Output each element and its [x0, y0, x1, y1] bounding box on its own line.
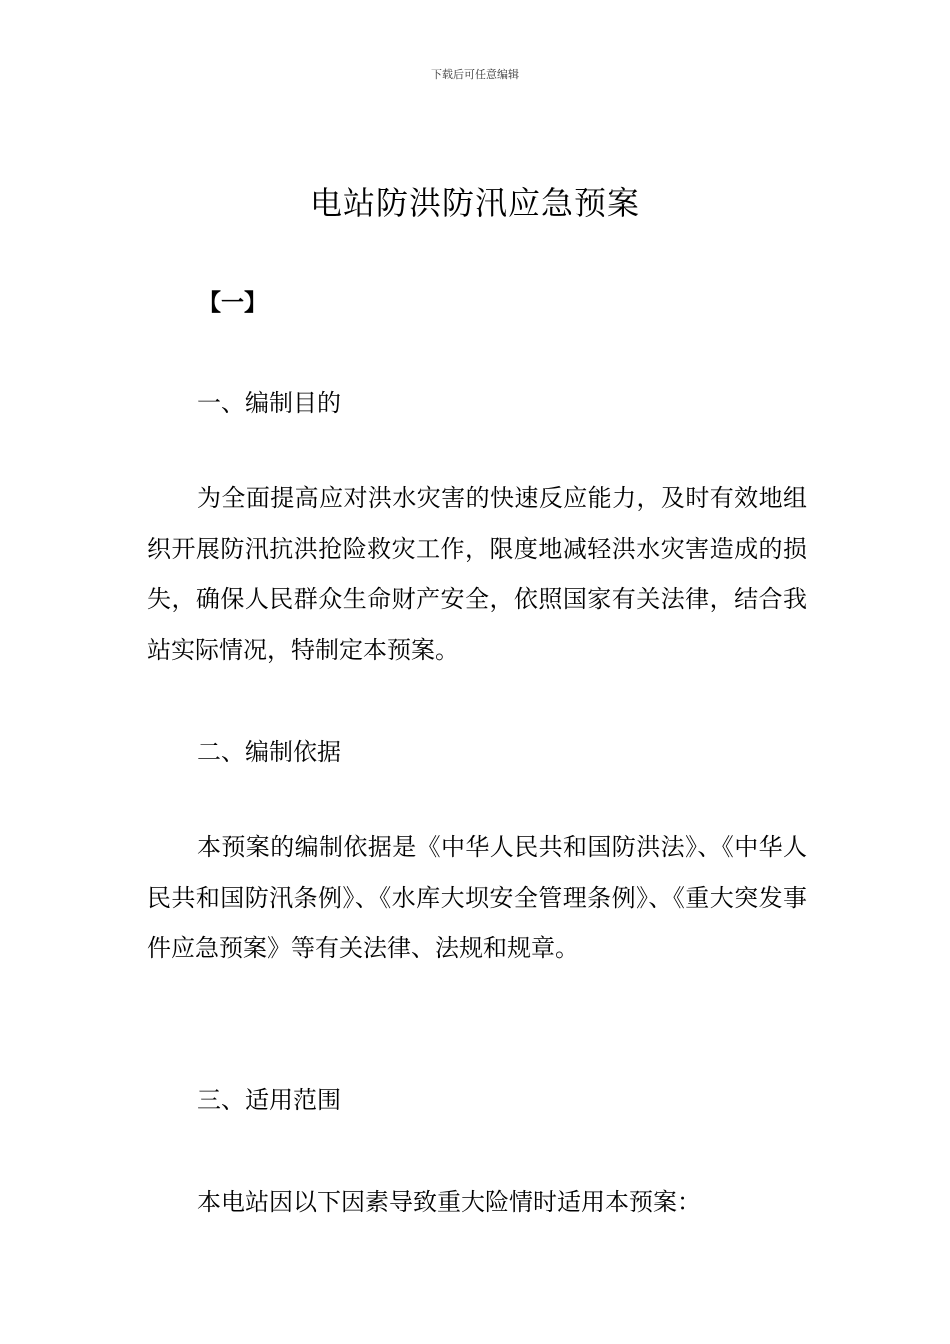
- section-paragraph-scope: 本电站因以下因素导致重大险情时适用本预案：: [197, 1188, 701, 1216]
- section-heading-basis: 二、编制依据: [197, 738, 341, 766]
- header-note: 下载后可任意编辑: [431, 68, 519, 81]
- section-heading-purpose: 一、编制目的: [197, 389, 341, 417]
- document-title: 电站防洪防汛应急预案: [309, 184, 640, 222]
- section-paragraph-purpose: 为全面提高应对洪水灾害的快速反应能力，及时有效地组织开展防汛抗洪抢险救灾工作，限度地减轻洪水灾害造成的损失，确保人民群众生命财产安全，依照国家有关法律，结合我站实际情况，特制定本预案。: [147, 484, 807, 664]
- section-paragraph-basis: 本预案的编制依据是《中华人民共和国防洪法》、《中华人民共和国防汛条例》、《水库大坝安全管理条例》、《重大突发事件应急预案》等有关法律、法规和规章。: [147, 833, 807, 962]
- section-heading-scope: 三、适用范围: [197, 1086, 341, 1114]
- part-label: 【一】: [198, 290, 267, 316]
